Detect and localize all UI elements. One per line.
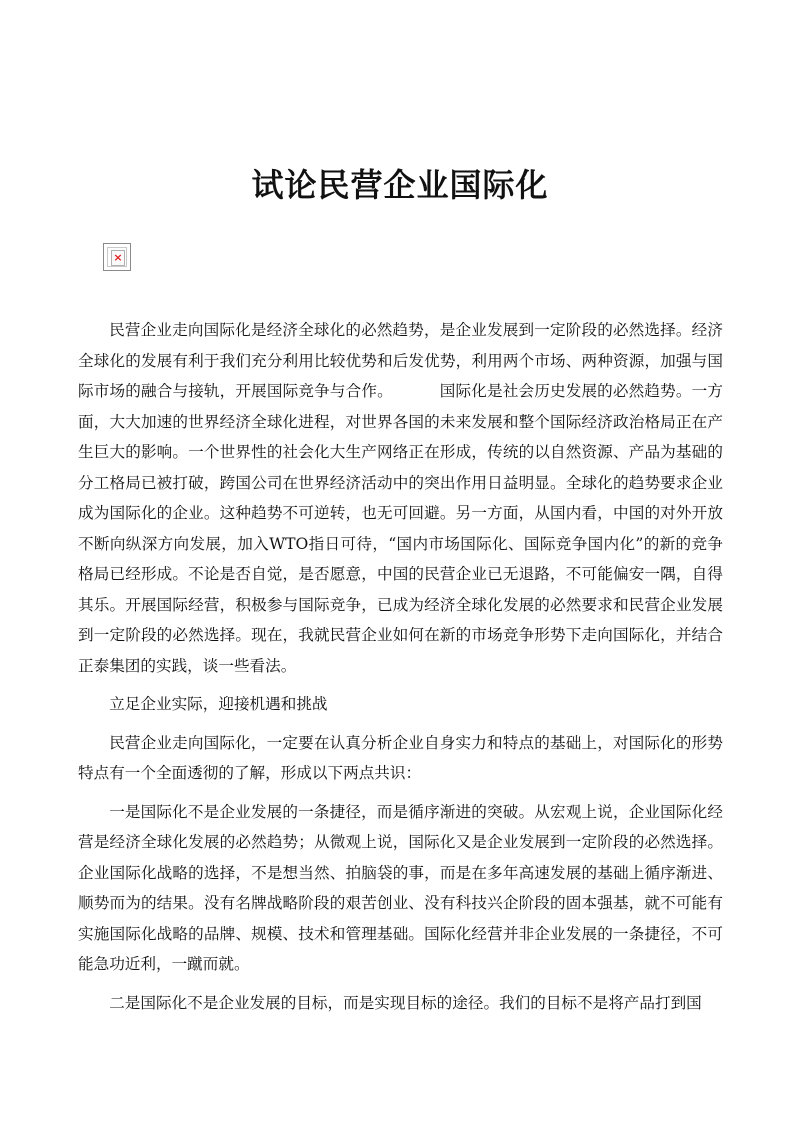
broken-image-x-icon: × [111,250,125,266]
paragraph-consensus: 民营企业走向国际化，一定要在认真分析企业自身实力和特点的基础上，对国际化的形势特点有一个全面透彻的了解，形成以下两点共识： [78,733,723,782]
paragraph-point-one: 一是国际化不是企业发展的一条捷径，而是循序渐进的突破。从宏观上说，企业国际化经营是经济全球化发展的必然趋势；从微观上说，国际化又是企业发展到一定阶段的必然选择。企业国际化战略的选择，不是想当然、拍脑袋的事，而是在多年高速发展的基础上循序渐进、顺势而为的结果。没有名牌战略阶段的艰苦创业、没有科技兴企阶段的固本强基，就不可能有实施国际化战略的品牌、规模、技术和管理基础。国际化经营并非企业发展的一条捷径，不可能急功近利，一蹴而就。 [78,802,723,973]
broken-image-icon [103,243,131,271]
paragraph-intro-part2: 国际化是社会历史发展的必然趋势。一方面，大大加速的世界经济全球化进程，对世界各国的未来发展和整个国际经济政治格局正在产生巨大的影响。一个世界性的社会化大生产网络正在形成，传统的以自然资源、产品为基础的分工格局已被打破，跨国公司在世界经济活动中的突出作用日益明显。全球化的趋势要求企业成为国际化的企业。这种趋势不可逆转，也无可回避。另一方面，从国内看，中国的对外开放不断向纵深方向发展，加入WTO指日可待，“国内市场国际化、国际竞争国内化”的新的竞争格局已经形成。不论是否自觉，是否愿意，中国的民营企业已无退路，不可能偏安一隅，自得其乐。开展国际经营，积极参与国际竞争，已成为经济全球化发展的必然要求和民营企业发展到一定阶段的必然选择。现在，我就民营企业如何在新的市场竞争形势下走向国际化，并结合正泰集团的实践，谈一些看法。 [78,382,723,675]
paragraph-intro [78,315,723,681]
document-title: 试论民营企业国际化 [251,166,549,204]
document-body [78,315,723,1018]
paragraph-point-two: 二是国际化不是企业发展的目标，而是实现目标的途径。我们的目标不是将产品打到国 [109,993,702,1012]
paragraph-intro-part1: 民营企业走向国际化是经济全球化的必然趋势，是企业发展到一定阶段的必然选择。经济全球化的发展有利于我们充分利用比较优势和后发优势，利用两个市场、两种资源，加强与国际市场的融合与接轨，开展国际竞争与合作。 [78,321,723,400]
section-heading: 立足企业实际，迎接机遇和挑战 [109,695,328,713]
